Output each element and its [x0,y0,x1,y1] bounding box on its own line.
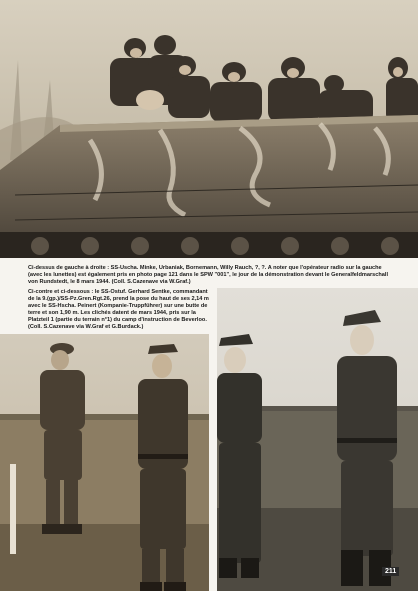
photo-soldiers-on-halftrack [0,0,418,258]
caption-middle: Ci-contre et ci-dessous : le SS-Ostuf. Gerhard Sentke, commandant de la 9.(gp.)/SS-Pz.Gren.Rgt.26, prend la pose du haut de ses 2,14 m avec le SS-Hscha. Peinert (Kompanie-Truppführer) sur une butte de terre et son 1,90 m. Les clichés datent de mars 1944, pris sur la Platzteil 1 (partie du terrain n°1) du camp d'instruction de Beverloo. (Coll. S.Cazenave via W.Graf et G.Burdack.) [28,289,209,330]
photo-officers-field [0,334,209,591]
caption-top: Ci-dessus de gauche à droite : SS-Uscha. Minke, Urbaniak, Bornemann, Willy Rauch, ?, ?. A noter que l'opérateur radio sur la gauche (avec les lunettes) est également pris en photo page 121 dans le SPW "001", le jour de la démonstration devant le Generalfeldmarschall von Rundstedt, le 8 mars 1944. (Coll. S.Cazenave via W.Graf.) [28,265,389,285]
page-number: 211 [382,567,399,576]
photo-officers-closeup [217,288,418,591]
